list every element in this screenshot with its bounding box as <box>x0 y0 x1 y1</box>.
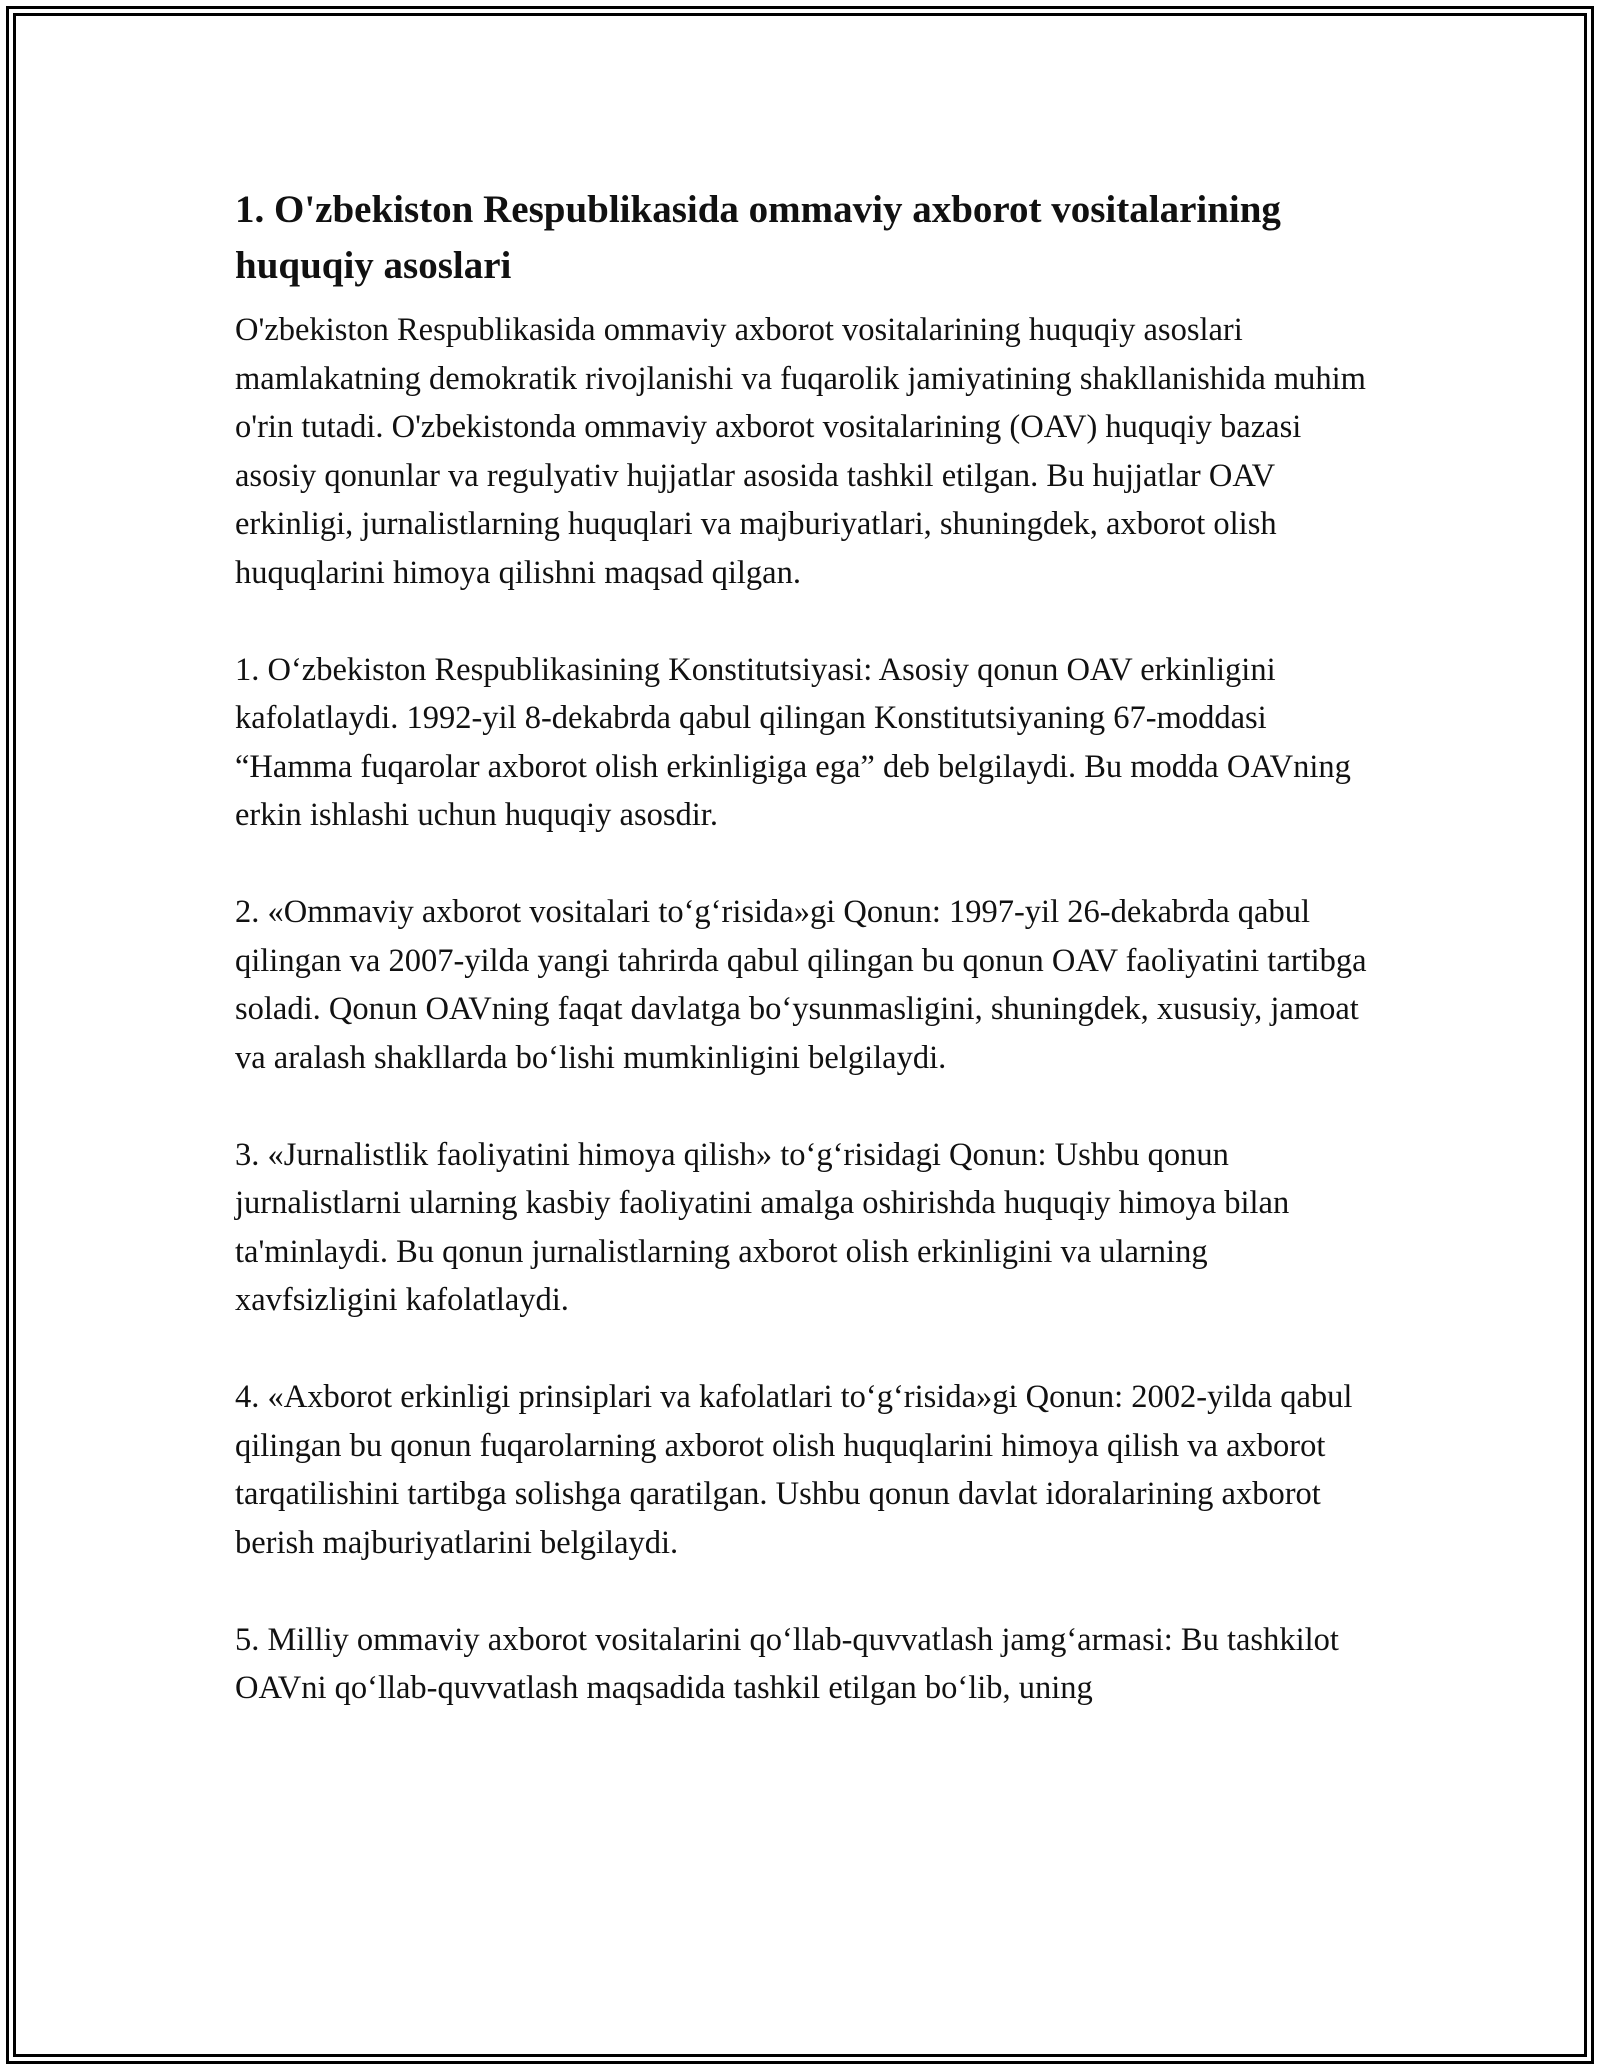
paragraph-item-5: 5. Milliy ommaviy axborot vositalarini qo‘llab-quvvatlash jamg‘armasi: Bu tashkilot OAVni qo‘llab-quvvatlash maqsadida tashkil etilgan bo‘lib, uning <box>235 1621 1339 1706</box>
paragraph-intro: O'zbekiston Respublikasida ommaviy axborot vositalarining huquqiy asoslari mamlakatning demokratik rivojlanishi va fuqarolik jamiyatining shakllanishida muhim o'rin tutadi. O'zbekistonda ommaviy axborot vositalarining (OAV) huquqiy bazasi asosiy qonunlar va regulyativ hujjatlar asosida tashkil etilgan. Bu hujjatlar OAV erkinligi, jurnalistlarning huquqlari va majburiyatlari, shuningdek, axborot olish huquqlarini himoya qilishni maqsad qilgan. <box>235 312 1366 591</box>
paragraph-item-4: 4. «Axborot erkinligi prinsiplari va kafolatlari to‘g‘risida»gi Qonun: 2002-yilda qabul qilingan bu qonun fuqarolarning axborot olish huquqlarini himoya qilish va axborot tarqatilishini tartibga solishga qaratilgan. Ushbu qonun davlat idoralarining axborot berish majburiyatlarini belgilaydi. <box>235 1379 1353 1561</box>
document-body <box>235 182 1375 1761</box>
paragraph-item-2: 2. «Ommaviy axborot vositalari to‘g‘risida»gi Qonun: 1997-yil 26-dekabrda qabul qilingan va 2007-yilda yangi tahrirda qabul qilingan bu qonun OAV faoliyatini tartibga soladi. Qonun OAVning faqat davlatga bo‘ysunmasligini, shuningdek, xususiy, jamoat va aralash shakllarda bo‘lishi mumkinligini belgilaydi. <box>235 894 1367 1076</box>
section-heading: 1. O'zbekiston Respublikasida ommaviy axborot vositalarining huquqiy asoslari <box>235 188 1281 287</box>
paragraph-item-3: 3. «Jurnalistlik faoliyatini himoya qilish» to‘g‘risidagi Qonun: Ushbu qonun jurnalistlarni ularning kasbiy faoliyatini amalga oshirishda huquqiy himoya bilan ta'minlaydi. Bu qonun jurnalistlarning axborot olish erkinligini va ularning xavfsizligini kafolatlaydi. <box>235 1136 1290 1318</box>
paragraph-item-1: 1. O‘zbekiston Respublikasining Konstitutsiyasi: Asosiy qonun OAV erkinligini kafolatlaydi. 1992-yil 8-dekabrda qabul qilingan Konstitutsiyaning 67-moddasi “Hamma fuqarolar axborot olish erkinligiga ega” deb belgilaydi. Bu modda OAVning erkin ishlashi uchun huquqiy asosdir. <box>235 651 1351 833</box>
